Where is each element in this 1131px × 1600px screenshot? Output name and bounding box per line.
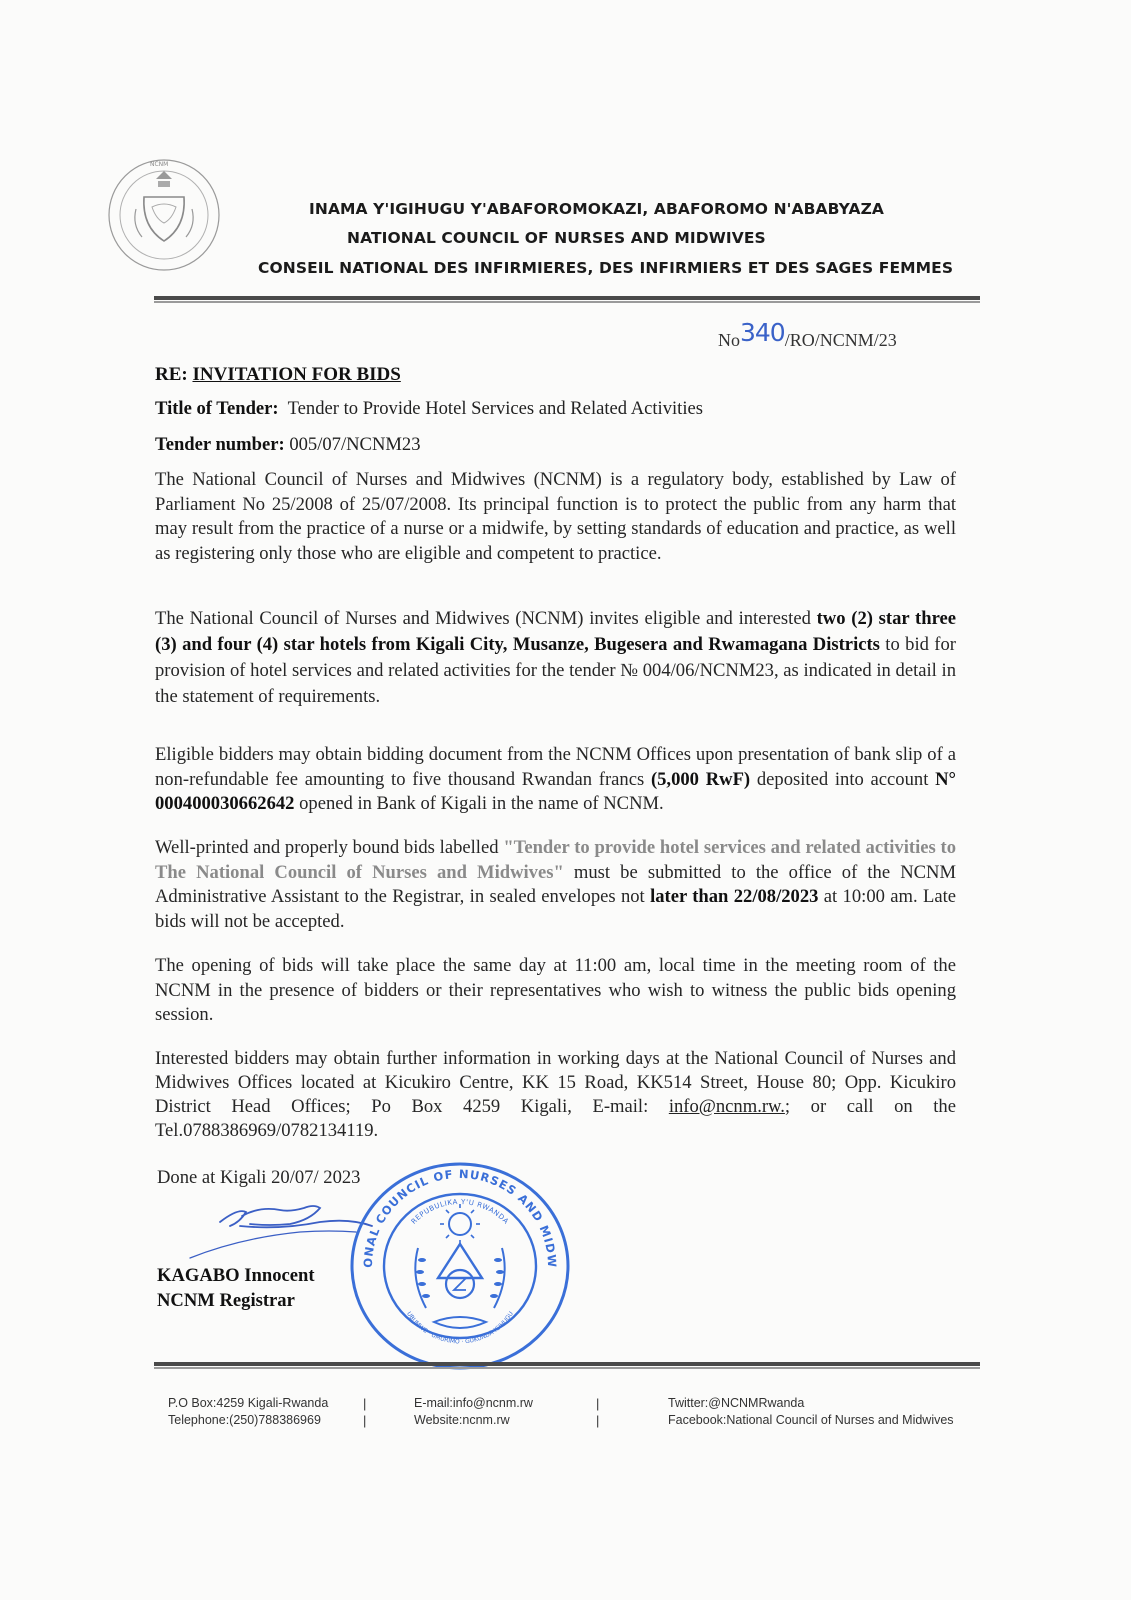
p3-text-a: Eligible bidders may obtain bidding document from the NCNM Offices upon presentation of bank slip of a non-refundable fee amounting to five thousand Rwandan francs	[155, 744, 956, 790]
subject-line	[155, 364, 401, 386]
footer-divider-shadow	[154, 1367, 980, 1369]
svg-text:NATIONAL COUNCIL OF NURSES AND	[342, 1158, 559, 1268]
p4-text-a: Well-printed and properly bound bids labelled	[155, 837, 504, 858]
p3-fee: (5,000 RwF)	[650, 768, 751, 790]
done-at: Done at Kigali 20/07/ 2023	[157, 1167, 361, 1188]
paragraph-invitation	[155, 606, 956, 710]
footer-twitter: Twitter:@NCNMRwanda	[668, 1396, 805, 1410]
stamp-inner-text: REPUBULIKA Y'U RWANDA	[409, 1197, 511, 1226]
paragraph-submission	[155, 836, 956, 934]
footer-po-box: P.O Box:4259 Kigali-Rwanda	[168, 1396, 329, 1410]
header-line-kinyarwanda: INAMA Y'IGIHUGU Y'ABAFOROMOKAZI, ABAFOROMO N'ABABYAZA	[309, 200, 885, 218]
paragraph-about-ncnm: The National Council of Nurses and Midwives (NCNM) is a regulatory body, established by Law of Parliament No 25/2008 of 25/07/2008. Its principal function is to protect the public from any harm that may result from the practice of a nurse or a midwife, by setting standards of education and practice, as well as registering only those who are eligible and competent to practice.	[155, 469, 956, 564]
reference-handwritten: 340	[740, 318, 785, 347]
reference-prefix: No	[718, 330, 740, 350]
footer-email: E-mail:info@ncnm.rw	[414, 1396, 533, 1410]
signatory-role: NCNM Registrar	[157, 1290, 295, 1311]
p4-text-e: at 10:00 am. Late bids will not be accepted.	[155, 886, 956, 932]
subject-label: RE:	[155, 364, 188, 385]
tender-title-label: Title of Tender:	[155, 398, 279, 419]
signatory-name: KAGABO Innocent	[157, 1265, 315, 1286]
tender-number-value: 005/07/NCNM23	[289, 434, 421, 455]
paragraph-contact	[155, 1047, 956, 1143]
footer-online	[414, 1395, 533, 1429]
p6-text-b: ; or call on the Tel.0788386969/0782134119.	[155, 1096, 956, 1141]
tender-number-label: Tender number:	[155, 434, 285, 455]
reference-suffix: /RO/NCNM/23	[784, 330, 897, 350]
tender-title	[155, 398, 703, 420]
contact-email-link[interactable]: info@ncnm.rw.	[668, 1096, 785, 1117]
p4-text-c: must be submitted to the office of the NCNM Administrative Assistant to the Registrar, in sealed envelopes not	[155, 861, 956, 907]
footer-facebook: Facebook:National Council of Nurses and Midwives	[668, 1413, 954, 1427]
paragraph-bidding-document	[155, 743, 956, 817]
p2-text-a: The National Council of Nurses and Midwives (NCNM) invites eligible and interested	[155, 608, 817, 629]
p3-text-c: deposited into account	[750, 768, 936, 790]
p4-bid-label: "Tender to provide hotel services and related activities to The National Council of Nurses and Midwives"	[155, 837, 957, 883]
p4-deadline: later than 22/08/2023	[650, 886, 819, 907]
p3-text-e: opened in Bank of Kigali in the name of NCNM.	[294, 793, 664, 814]
ncnm-logo	[106, 157, 222, 273]
logo-caption: NCNM	[150, 161, 169, 168]
reference-number	[718, 318, 897, 352]
footer-separator-1: | |	[363, 1396, 367, 1428]
footer-divider	[154, 1362, 980, 1366]
footer-social	[668, 1395, 954, 1429]
p3-account-number: N° 000400030662642	[155, 768, 956, 814]
footer-telephone: Telephone:(250)788386969	[168, 1413, 321, 1427]
stamp-bottom-text: UBUMWE · UMURIMO · GUKUNDA IGIHUGU	[405, 1310, 515, 1346]
p2-text-c: to bid for provision of hotel services and related activities for the tender № 004/06/NCNM23, as indicated in detail in the statement of requirements.	[155, 634, 956, 707]
footer-postal	[168, 1395, 328, 1429]
tender-title-value: Tender to Provide Hotel Services and Related Activities	[287, 398, 703, 419]
p2-eligible-hotels: two (2) star three (3) and four (4) star hotels from Kigali City, Musanze, Bugesera and Rwamagana Districts	[155, 608, 957, 655]
header-line-french: CONSEIL NATIONAL DES INFIRMIERES, DES INFIRMIERS ET DES SAGES FEMMES	[258, 259, 954, 277]
p6-text-a: Interested bidders may obtain further information in working days at the National Council of Nurses and Midwives Offices located at Kicukiro Centre, KK 15 Road, KK514 Street, House 80; Opp. Kicukiro District Head Offices; Po Box 4259 Kigali, E-mail:	[155, 1048, 956, 1117]
official-stamp	[342, 1158, 578, 1374]
stamp-outer-text: ONAL COUNCIL OF NURSES AND MIDW	[360, 1166, 560, 1269]
subject-title: INVITATION FOR BIDS	[192, 364, 401, 385]
footer-website: Website:ncnm.rw	[414, 1413, 510, 1427]
header-divider	[154, 296, 980, 300]
header-line-english: NATIONAL COUNCIL OF NURSES AND MIDWIVES	[347, 229, 766, 247]
footer-separator-2: | |	[596, 1396, 600, 1428]
tender-number	[155, 434, 421, 456]
paragraph-opening: The opening of bids will take place the same day at 11:00 am, local time in the meeting room of the NCNM in the presence of bidders or their representatives who wish to witness the public bids opening session.	[155, 955, 956, 1025]
header-divider-shadow	[154, 301, 980, 303]
